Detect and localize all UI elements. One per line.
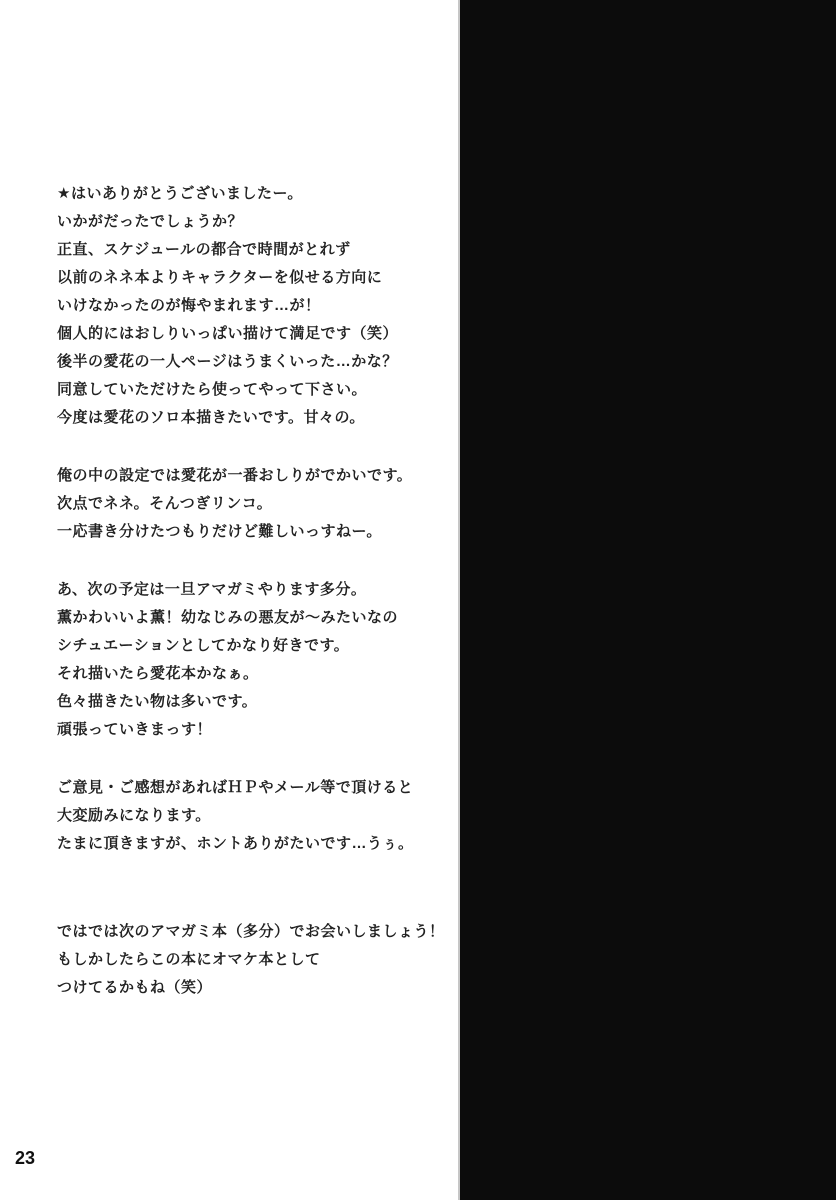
afterword-line: ではでは次のアマガミ本（多分）でお会いしましょう！ [57,923,445,940]
page-number: 23 [15,1148,36,1168]
afterword-line: いかがだったでしょうか？ [57,213,244,230]
afterword-line: 頑張っていきまっす！ [57,721,213,738]
afterword-line: ★はいありがとうございましたー。 [57,185,303,202]
afterword-line: たまに頂きますが、ホントありがたいです…うぅ。 [57,835,414,852]
afterword-line: あ、次の予定は一旦アマガミやります多分。 [57,581,367,598]
afterword-line: 色々描きたい物は多いです。 [57,693,258,710]
afterword-line: 同意していただけたら使ってやって下さい。 [57,381,368,398]
afterword-paragraph-1 [57,180,447,432]
afterword-line: 大変励みになります。 [57,807,211,824]
afterword-line: それ描いたら愛花本かなぁ。 [57,665,259,682]
afterword-paragraph-3 [57,576,447,744]
afterword-paragraph-5 [57,918,447,1002]
afterword-text [57,180,447,1002]
afterword-line: ご意見・ご感想があればＨＰやメール等で頂けると [57,779,414,796]
afterword-line: 俺の中の設定では愛花が一番おしりがでかいです。 [57,467,413,484]
afterword-line: 正直、スケジュールの都合で時間がとれず [57,241,351,258]
afterword-paragraph-4 [57,774,447,858]
afterword-line: 後半の愛花の一人ページはうまくいった…かな？ [57,353,398,370]
black-facing-panel [458,0,836,1200]
afterword-line: 次点でネネ。そんつぎリンコ。 [57,495,273,512]
afterword-line: いけなかったのが悔やまれます…が！ [57,297,321,314]
afterword-line: シチュエーションとしてかなり好きです。 [57,637,350,654]
afterword-line: 薫かわいいよ薫！幼なじみの悪友が～みたいなの [57,609,399,626]
afterword-line: 以前のネネ本よりキャラクターを似せる方向に [57,269,383,286]
afterword-line: 個人的にはおしりいっぱい描けて満足です（笑） [57,325,399,342]
afterword-line: 今度は愛花のソロ本描きたいです。甘々の。 [57,409,365,426]
afterword-line: つけてるかもね（笑） [57,979,213,996]
afterword-line: 一応書き分けたつもりだけど難しいっすねー。 [57,523,382,540]
afterword-paragraph-2 [57,462,447,546]
afterword-line: もしかしたらこの本にオマケ本として [57,951,321,968]
